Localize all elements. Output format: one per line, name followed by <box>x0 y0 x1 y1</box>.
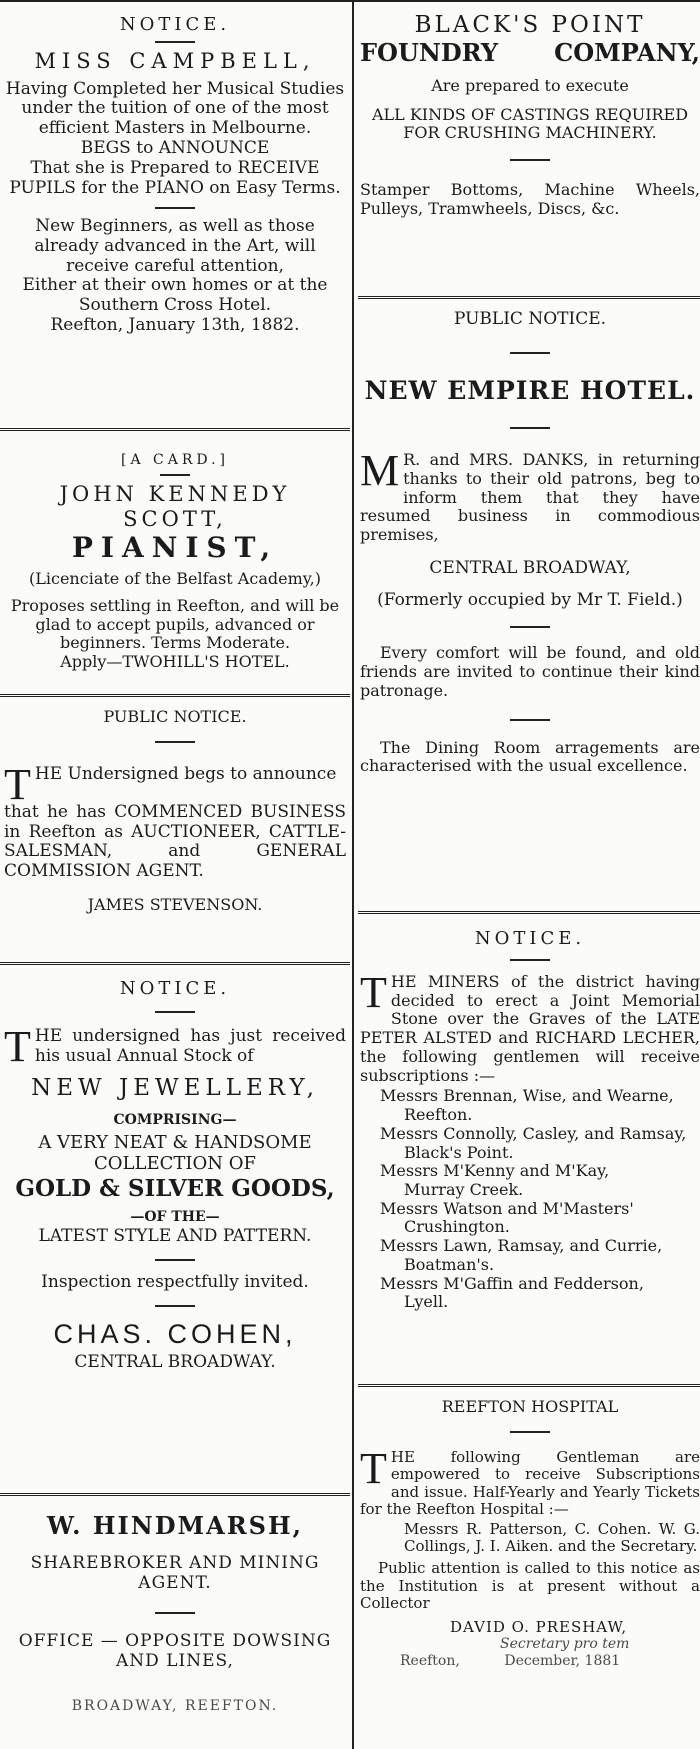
short-rule <box>510 1431 550 1433</box>
ad-body-text: HE MINERS of the district having decided to erect a Joint Memorial Stone over the Graves of the LATE PETER ALSTED and RICHARD LECHER, the following gentlemen will receive subscriptions :— <box>360 972 700 1085</box>
list-item: Messrs Connolly, Casley, and Ramsay, <box>380 1123 687 1143</box>
list-item: Messrs Brennan, Wise, and Wearne, <box>380 1086 674 1106</box>
list-item: Messrs Lawn, Ramsay, and Currie, <box>380 1236 663 1256</box>
foundry-title: FOUNDRY COMPANY, <box>360 37 700 67</box>
ad-role: Secretary pro tem <box>500 1636 630 1653</box>
jewellery-goods: GOLD & SILVER GOODS, <box>15 1175 335 1203</box>
jewellery-notice <box>4 978 346 1373</box>
miners-notice <box>360 928 700 1312</box>
short-rule <box>160 474 190 476</box>
drop-cap: T <box>4 759 31 809</box>
drop-cap: T <box>4 1022 31 1072</box>
ad-body-text: HE following Gentleman are empowered to receive Subscriptions and issue. Half-Yearly and Yearly Tickets for the Reefton Hospital :— <box>360 1447 700 1519</box>
list-item-place: Crushington. <box>404 1217 510 1237</box>
ad-body: Every comfort will be found, and old friends are invited to continue their kind patronage. <box>360 643 700 700</box>
notice-heading: NOTICE. <box>119 978 231 999</box>
section-rule <box>358 1384 700 1387</box>
ad-place: Reefton, <box>400 1652 460 1669</box>
ad-date: Reefton, January 13th, 1882. <box>50 315 300 336</box>
short-rule <box>155 741 195 743</box>
ad-body <box>360 1443 700 1519</box>
right-column <box>358 0 700 1749</box>
drop-cap: T <box>360 968 387 1018</box>
advertiser-name: MISS CAMPBELL, <box>34 49 316 74</box>
foundry-ad <box>360 12 700 219</box>
drop-cap: M <box>360 446 400 496</box>
short-rule <box>510 719 550 721</box>
ad-signature: JAMES STEVENSON. <box>87 895 263 915</box>
hospital-notice <box>360 1398 700 1669</box>
ad-body: Proposes settling in Reefton, and will be glad to accept pupils, advanced or beginners. Terms Moderate. <box>10 595 340 653</box>
list-item-place: Reefton. <box>404 1105 473 1125</box>
short-rule <box>155 1305 195 1307</box>
card-title: PIANIST, <box>71 530 279 564</box>
list-item-place: Black's Point. <box>404 1142 514 1162</box>
subscription-list <box>360 1087 700 1312</box>
short-rule <box>510 352 550 354</box>
section-rule <box>358 296 700 299</box>
foundry-title: BLACK'S POINT <box>414 12 646 38</box>
advertiser-name: CHAS. COHEN, <box>53 1319 297 1350</box>
short-rule <box>155 1259 195 1261</box>
ad-address: BROADWAY, REEFTON. <box>71 1697 279 1714</box>
ad-line: ALL KINDS OF CASTINGS REQUIRED FOR CRUSHING MACHINERY. <box>371 104 689 143</box>
ad-body-text: R. and MRS. DANKS, in returning thanks to their old patrons, beg to inform them that they have resumed business in commodious premises, <box>360 450 700 544</box>
ad-body <box>360 446 700 545</box>
section-rule <box>358 911 700 914</box>
short-rule <box>510 427 550 429</box>
ad-body <box>4 759 346 809</box>
card-apply: Apply—TWOHILL'S HOTEL. <box>60 652 290 672</box>
ad-body: Either at their own homes or at the Southern Cross Hotel. <box>22 275 328 316</box>
card-scott <box>4 452 346 672</box>
section-rule <box>0 962 350 965</box>
list-item: Messrs M'Gaffin and Fedderson, <box>380 1273 644 1293</box>
ad-date-line <box>360 1653 700 1669</box>
notice-heading: NOTICE. <box>474 928 586 949</box>
ad-body: Public attention is called to this notice as the Institution is at present without a Collector <box>360 1559 700 1613</box>
hotel-title: NEW EMPIRE HOTEL. <box>364 375 696 405</box>
card-label: [A CARD.] <box>120 452 230 468</box>
ad-body-text: HE undersigned has just received his usual Annual Stock of <box>34 1026 346 1066</box>
card-licence: (Licenciate of the Belfast Academy,) <box>29 569 321 589</box>
short-rule <box>155 41 195 43</box>
ad-body: that he has COMMENCED BUSINESS in Reefton as AUCTIONEER, CATTLE-SALESMAN, and GENERAL COMMISSION AGENT. <box>4 801 346 882</box>
list-item-place: Murray Creek. <box>404 1179 524 1199</box>
drop-cap: T <box>360 1443 387 1493</box>
ad-line: (Formerly occupied by Mr T. Field.) <box>377 589 683 610</box>
short-rule <box>155 1612 195 1614</box>
stevenson-notice <box>4 708 346 915</box>
short-rule <box>510 626 550 628</box>
list-item: Messrs Watson and M'Masters' <box>380 1198 634 1218</box>
notice-heading: REEFTON HOSPITAL <box>441 1397 619 1416</box>
ad-body-first: HE Undersigned begs to announce <box>34 763 337 784</box>
notice-heading: PUBLIC NOTICE. <box>103 707 247 726</box>
ad-signature: DAVID O. PRESHAW, <box>450 1617 628 1636</box>
ad-date: December, 1881 <box>504 1652 621 1669</box>
ad-body <box>4 1022 346 1072</box>
list-item: Messrs M'Kenny and M'Kay, <box>380 1161 610 1181</box>
column-rule <box>352 2 354 1749</box>
short-rule <box>155 1011 195 1013</box>
ad-line: COMPRISING— <box>113 1111 237 1128</box>
notice-heading: PUBLIC NOTICE. <box>453 309 607 329</box>
ad-line: Are prepared to execute <box>431 75 629 95</box>
ad-body: Messrs R. Patterson, C. Cohen. W. G. Collings, J. I. Aiken. and the Secretary. <box>404 1519 700 1556</box>
ad-body: The Dining Room arragements are characterised with the usual excellence. <box>360 737 700 776</box>
ad-body: Having Completed her Musical Studies under the tuition of one of the most efficient Masters in Melbourne. <box>5 78 345 139</box>
section-rule <box>0 694 350 697</box>
short-rule <box>510 959 550 961</box>
list-item-place: Lyell. <box>404 1292 449 1312</box>
section-rule <box>0 428 350 431</box>
hindmarsh-ad <box>4 1512 346 1714</box>
section-rule <box>0 1493 350 1496</box>
ad-body: That she is Prepared to RECEIVE PUPILS for the PIANO on Easy Terms. <box>9 158 341 198</box>
ad-address: CENTRAL BROADWAY. <box>74 1351 276 1372</box>
ad-office: OFFICE — OPPOSITE DOWSING AND LINES, <box>18 1630 332 1671</box>
ad-body <box>360 968 700 1085</box>
ad-role: SHAREBROKER AND MINING AGENT. <box>30 1553 320 1593</box>
ad-line: COLLECTION OF <box>94 1153 256 1175</box>
ad-body: New Beginners, as well as those already advanced in the Art, will receive careful attention, <box>34 215 316 276</box>
ad-line: —OF THE— <box>130 1209 220 1226</box>
advertiser-name: JOHN KENNEDY SCOTT, <box>59 482 291 531</box>
ad-line: A VERY NEAT & HANDSOME <box>38 1132 312 1154</box>
notice-heading: NOTICE. <box>119 14 231 35</box>
miss-campbell-notice <box>4 14 346 336</box>
ad-line: Inspection respectfully invited. <box>41 1272 309 1293</box>
ad-location: CENTRAL BROADWAY, <box>429 557 631 578</box>
jewellery-title: NEW JEWELLERY, <box>31 1074 319 1101</box>
ad-body: BEGS to ANNOUNCE <box>80 138 270 159</box>
advertiser-name: W. HINDMARSH, <box>46 1511 304 1540</box>
short-rule <box>510 159 550 161</box>
empire-hotel-ad <box>360 310 700 776</box>
short-rule <box>155 207 195 209</box>
ad-body: Stamper Bottoms, Machine Wheels, Pulleys, Tramwheels, Discs, &c. <box>360 180 700 218</box>
ad-line: LATEST STYLE AND PATTERN. <box>38 1226 312 1247</box>
list-item-place: Boatman's. <box>404 1254 495 1274</box>
